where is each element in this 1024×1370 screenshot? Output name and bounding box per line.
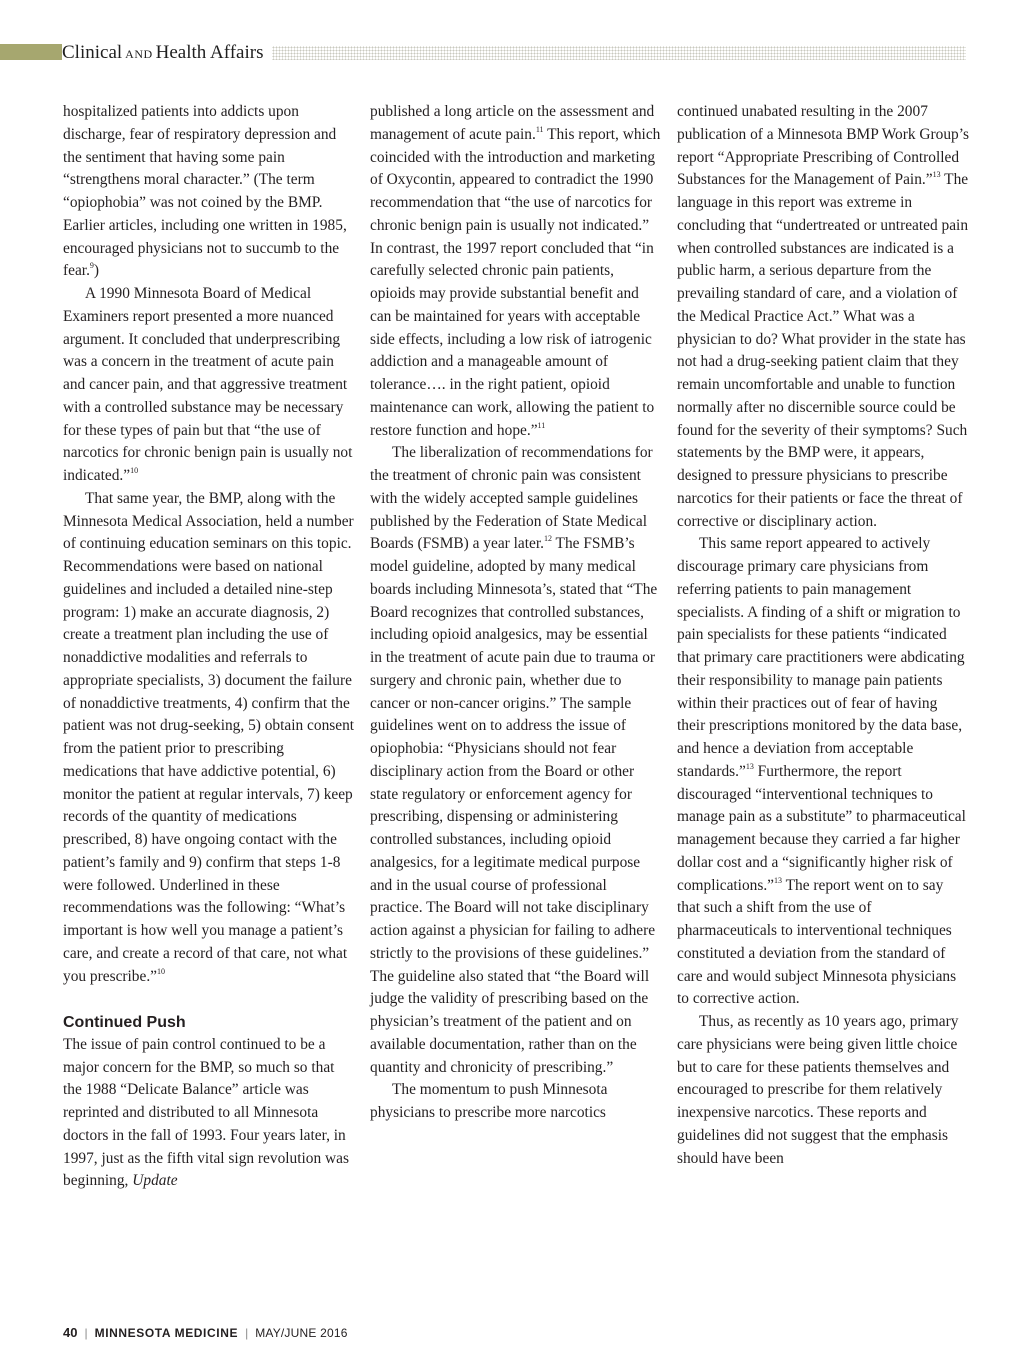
header-accent-bar bbox=[0, 44, 62, 60]
page-footer bbox=[63, 1323, 348, 1343]
footnote-ref: 10 bbox=[130, 466, 139, 475]
section-header bbox=[0, 40, 966, 66]
paragraph-text: The momentum to push Minnesota physicians to prescribe more narcotics bbox=[370, 1081, 608, 1121]
paragraph-text: A 1990 Minnesota Board of Medical Examiners report presented a more nuanced argument. It concluded that underprescribing was a concern in the treatment of acute pain and cancer pain, and that aggressive treatment with a controlled substance may be necessary for these types of pain but that “the use of narcotics for chronic benign pain is usually not indicated.” bbox=[63, 285, 353, 484]
section-title-part1: Clinical bbox=[62, 42, 123, 63]
issue-date: MAY/JUNE 2016 bbox=[255, 1326, 348, 1340]
footnote-ref: 13 bbox=[745, 761, 754, 771]
paragraph-text: Thus, as recently as 10 years ago, primary care physicians were being given little choice but to care for these patients themselves and encouraged to prescribe for them relatively inexpensive narcotics. These reports and guidelines did not suggest that the emphasis should have been bbox=[677, 1013, 959, 1167]
paragraph bbox=[63, 488, 355, 989]
paragraph-text: This same report appeared to actively discourage primary care physicians from referring patients to pain management specialists. A finding of a shift or migration to pain specialists for these patients “indicated that primary care practitioners were abdicating their responsibility to manage pain patients within their practices out of fear of having their prescriptions monitored by the data base, and hence a deviation from acceptable standards.” bbox=[677, 535, 965, 780]
paragraph-text: published a long article on the assessment and management of acute pain. bbox=[370, 103, 655, 143]
footnote-ref: 10 bbox=[157, 966, 166, 976]
section-title-and: AND bbox=[125, 47, 153, 61]
paragraph bbox=[677, 1011, 969, 1170]
paragraph bbox=[63, 101, 355, 283]
paragraph-text: Furthermore, the report discouraged “interventional techniques to manage pain as a substitute” to pharmaceutical management because they carried a far higher dollar cost and a “significantly higher risk of complications.” bbox=[677, 762, 966, 894]
article-column-1 bbox=[63, 101, 355, 1193]
paragraph bbox=[370, 442, 662, 1079]
paragraph-text: The report went on to say that such a shift from the use of pharmaceuticals to interventional techniques constituted a deviation from the standard of care and would subject Minnesota physicians to corrective action. bbox=[677, 876, 957, 1008]
paragraph bbox=[370, 101, 662, 442]
footnote-ref: 11 bbox=[537, 420, 546, 430]
subheading: Continued Push bbox=[63, 1014, 186, 1031]
paragraph bbox=[63, 283, 355, 488]
footnote-ref: 9 bbox=[89, 261, 94, 271]
header-dotted-bar bbox=[272, 46, 966, 60]
footer-separator: | bbox=[245, 1326, 249, 1340]
footnote-ref: 11 bbox=[535, 124, 544, 134]
publication-title: Update bbox=[132, 1172, 178, 1190]
paragraph-text: The FSMB’s model guideline, adopted by many medical boards including Minnesota’s, stated that “The Board recognizes that controlled substances, including opioid analgesics, may be essential in the treatment of acute pain due to trauma or surgery and chronic pain, whether due to cancer or non-cancer origins.” The sample guidelines went on to address the issue of opiophobia: “Physicians should not fear disciplinary action from the Board or other state regulatory or enforcement agency for prescribing, dispensing or administering controlled substances, including opioid analgesics, for a legitimate medical purpose and in the usual course of professional practice. The Board will not take disciplinary action against a physician for failing to adhere strictly to the provisions of these guidelines.” The guideline also stated that “the Board will judge the validity of prescribing based on the physician’s treatment of the patient and on available documentation, rather than on the quantity and chronicity of prescribing.” bbox=[370, 535, 658, 1076]
paragraph-text: That same year, the BMP, along with the Minnesota Medical Association, held a number of continuing education seminars on this topic. Recommendations were based on national guidelines and included a detailed nine-step program: 1) make an accurate diagnosis, 2) create a treatment plan including the use of nonaddictive modalities and referrals to appropriate specialists, 3) document the failure of nonaddictive treatments, 4) confirm that the patient was not drug-seeking, 5) obtain consent from the patient prior to prescribing medications that have addictive potential, 6) monitor the patient at regular intervals, 7) keep records of the quantity of medications prescribed, 8) have ongoing contact with the patient’s family and 9) confirm that steps 1-8 were followed. Underlined in these recommendations was the following: “What’s important is how well you manage a patient’s care, and create a record of that care, not what you prescribe.” bbox=[63, 489, 355, 985]
paragraph bbox=[677, 101, 969, 533]
paragraph bbox=[677, 533, 969, 1011]
article-column-2 bbox=[370, 101, 662, 1125]
footer-separator: | bbox=[84, 1326, 88, 1340]
paragraph-text: The language in this report was extreme in concluding that “undertreated or untreated pain when controlled substances are indicated is a public harm, a serious departure from the prevailing standard of care, and a violation of the Medical Practice Act.” What was a physician to do? What provider in the state has not had a drug-seeking patient claim that they remain uncomfortable and unable to function normally after no discernible source could be found for the severity of their symptoms? Such statements by the BMP were, it appears, designed to pressure physicians to prescribe narcotics for their patients or face the threat of corrective or disciplinary action. bbox=[677, 171, 969, 530]
paragraph-text: hospitalized patients into addicts upon discharge, fear of respiratory depression and the sentiment that having some pain “strengthens moral character.” (The term “opiophobia” was not coined by the BMP. Earlier articles, including one written in 1985, encouraged physicians not to succumb to the fear. bbox=[63, 103, 347, 280]
section-title-part2: Health Affairs bbox=[155, 42, 264, 63]
footnote-ref: 13 bbox=[774, 875, 783, 885]
magazine-name: MINNESOTA MEDICINE bbox=[94, 1326, 239, 1340]
paragraph bbox=[63, 1034, 355, 1193]
footnote-ref: 12 bbox=[543, 534, 552, 544]
article-column-3 bbox=[677, 101, 969, 1170]
paragraph-text: This report, which coincided with the introduction and marketing of Oxycontin, appeared to contradict the 1990 recommendation that “the use of narcotics for chronic benign pain is usually not indicated.” In contrast, the 1997 report concluded that “in carefully selected chronic pain patients, opioids may provide substantial benefit and can be maintained for years with acceptable side effects, including a low risk of iatrogenic addiction and a manageable amount of tolerance…. in the right patient, opioid maintenance can work, allowing the patient to restore function and hope.” bbox=[370, 125, 661, 439]
footnote-ref: 13 bbox=[932, 170, 941, 180]
paragraph-text: The liberalization of recommendations for the treatment of chronic pain was consistent with the widely accepted sample guidelines published by the Federation of State Medical Boards (FSMB) a year later. bbox=[370, 444, 653, 553]
section-title bbox=[62, 40, 263, 67]
page-number: 40 bbox=[63, 1325, 78, 1340]
paragraph-text: continued unabated resulting in the 2007 publication of a Minnesota BMP Work Group’s report “Appropriate Prescribing of Controlled Substances for the Management of Pain.” bbox=[677, 103, 970, 189]
paragraph-text: The issue of pain control continued to be a major concern for the BMP, so much so that the 1988 “Delicate Balance” article was reprinted and distributed to all Minnesota doctors in the fall of 1993. Four years later, in 1997, just as the fifth vital sign revolution was beginning, bbox=[63, 1035, 349, 1190]
paragraph bbox=[370, 1079, 662, 1125]
paragraph-text: ) bbox=[93, 262, 100, 280]
